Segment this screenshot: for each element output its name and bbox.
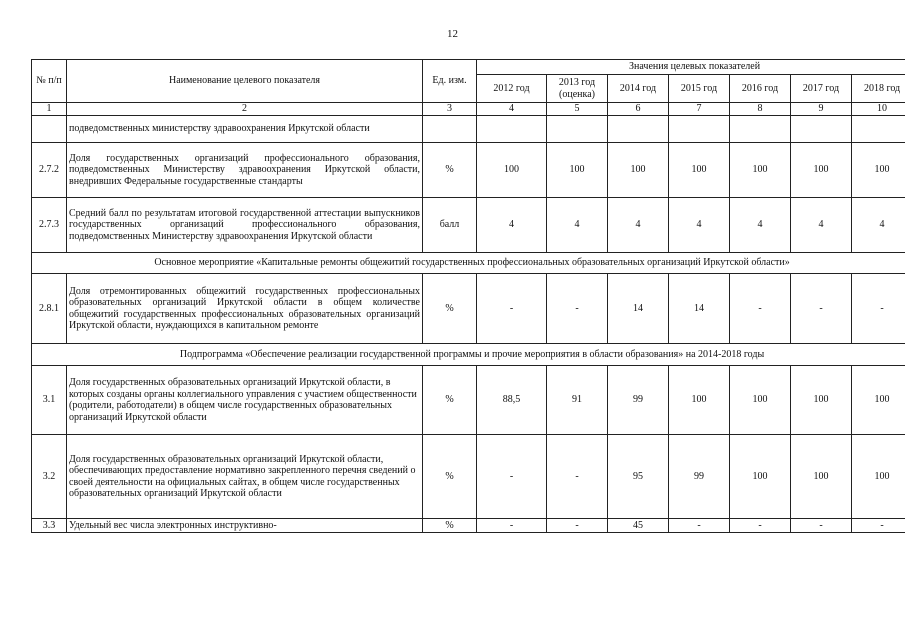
- row-value: 4: [730, 198, 791, 253]
- col-number: 10: [852, 103, 905, 116]
- row-value: 100: [669, 143, 730, 198]
- section-heading: Основное мероприятие «Капитальные ремонты общежитий государственных профессиональных образовательных организаций Иркутской области»: [32, 253, 905, 274]
- row-unit: %: [423, 435, 477, 519]
- table-row: [32, 198, 905, 253]
- page-number: 12: [447, 28, 458, 40]
- row-value: [730, 116, 791, 143]
- header-year: 2016 год: [730, 75, 791, 103]
- row-value: 14: [669, 274, 730, 344]
- row-value: -: [730, 519, 791, 533]
- header-year: 2017 год: [791, 75, 852, 103]
- section-row: [32, 253, 905, 274]
- col-number: 4: [477, 103, 547, 116]
- row-value: 100: [477, 143, 547, 198]
- row-value: -: [477, 435, 547, 519]
- row-name: Удельный вес числа электронных инструктивно-: [67, 519, 423, 533]
- header-name: Наименование целевого показателя: [67, 60, 423, 103]
- row-unit: [423, 116, 477, 143]
- col-number: 7: [669, 103, 730, 116]
- row-value: 100: [730, 366, 791, 435]
- header-year: 2018 год: [852, 75, 905, 103]
- row-num: 2.7.2: [32, 143, 67, 198]
- row-value: 99: [608, 366, 669, 435]
- row-value: -: [791, 519, 852, 533]
- row-value: -: [669, 519, 730, 533]
- row-value: 45: [608, 519, 669, 533]
- col-number: 3: [423, 103, 477, 116]
- row-num: 3.2: [32, 435, 67, 519]
- row-name: Средний балл по результатам итоговой государственной аттестации выпускников государственных организаций профессионального образования, подведомственных Министерству здравоохранения Иркутской области: [67, 198, 423, 253]
- row-value: -: [791, 274, 852, 344]
- header-year: 2015 год: [669, 75, 730, 103]
- header-values-group: Значения целевых показателей: [477, 60, 905, 75]
- row-value: [669, 116, 730, 143]
- row-value: 4: [608, 198, 669, 253]
- row-unit: %: [423, 274, 477, 344]
- header-year: 2012 год: [477, 75, 547, 103]
- row-value: -: [852, 519, 905, 533]
- row-value: 4: [669, 198, 730, 253]
- row-value: -: [547, 435, 608, 519]
- row-value: 100: [730, 143, 791, 198]
- row-num: 2.8.1: [32, 274, 67, 344]
- col-number: 2: [67, 103, 423, 116]
- row-value: 4: [547, 198, 608, 253]
- row-value: 4: [791, 198, 852, 253]
- row-value: -: [477, 519, 547, 533]
- row-value: 100: [730, 435, 791, 519]
- row-num: [32, 116, 67, 143]
- row-value: -: [547, 274, 608, 344]
- target-indicators-table: [31, 59, 905, 533]
- header-year: 2014 год: [608, 75, 669, 103]
- section-heading: Подпрограмма «Обеспечение реализации государственной программы и прочие мероприятия в области образования» на 2014-2018 годы: [32, 344, 905, 366]
- table-row: [32, 274, 905, 344]
- row-value: 100: [852, 435, 905, 519]
- row-name: подведомственных министерству здравоохранения Иркутской области: [67, 116, 423, 143]
- col-number: 1: [32, 103, 67, 116]
- header-unit: Ед. изм.: [423, 60, 477, 103]
- col-number: 5: [547, 103, 608, 116]
- column-number-row: [32, 103, 905, 116]
- row-num: 3.3: [32, 519, 67, 533]
- row-value: [608, 116, 669, 143]
- row-unit: балл: [423, 198, 477, 253]
- row-value: -: [477, 274, 547, 344]
- row-value: 100: [669, 366, 730, 435]
- row-name: Доля отремонтированных общежитий государственных профессиональных образовательных организаций Иркутской области в общем количестве общежитий государственных профессиональных образовательных организаций Иркутской области, нуждающихся в капитальном ремонте: [67, 274, 423, 344]
- table-row: [32, 519, 905, 533]
- row-value: 100: [852, 366, 905, 435]
- row-value: [477, 116, 547, 143]
- table-row: [32, 143, 905, 198]
- col-number: 8: [730, 103, 791, 116]
- row-name: Доля государственных образовательных организаций Иркутской области, в которых созданы органы коллегиального управления с участием общественности (родители, работодатели) в общем числе государственных образовательных организаций Иркутской области: [67, 366, 423, 435]
- row-name: Доля государственных образовательных организаций Иркутской области, обеспечивающих предоставление нормативно закрепленного перечня сведений о своей деятельности на официальных сайтах, в общем числе государственных образовательных организаций Иркутской области: [67, 435, 423, 519]
- row-value: 100: [608, 143, 669, 198]
- row-value: 91: [547, 366, 608, 435]
- row-num: 3.1: [32, 366, 67, 435]
- row-value: 4: [852, 198, 905, 253]
- row-unit: %: [423, 519, 477, 533]
- col-number: 9: [791, 103, 852, 116]
- header-num: № п/п: [32, 60, 67, 103]
- row-value: 99: [669, 435, 730, 519]
- row-value: 100: [791, 366, 852, 435]
- row-value: [547, 116, 608, 143]
- row-value: 100: [547, 143, 608, 198]
- col-number: 6: [608, 103, 669, 116]
- row-value: 100: [791, 435, 852, 519]
- row-value: 88,5: [477, 366, 547, 435]
- section-row: [32, 344, 905, 366]
- table-row: [32, 116, 905, 143]
- table-row: [32, 366, 905, 435]
- row-value: 95: [608, 435, 669, 519]
- row-value: 4: [477, 198, 547, 253]
- row-unit: %: [423, 366, 477, 435]
- row-unit: %: [423, 143, 477, 198]
- row-value: 100: [852, 143, 905, 198]
- row-value: -: [730, 274, 791, 344]
- header-row-1: [32, 60, 905, 75]
- row-value: -: [852, 274, 905, 344]
- row-value: [852, 116, 905, 143]
- header-year: 2013 год (оценка): [547, 75, 608, 103]
- row-num: 2.7.3: [32, 198, 67, 253]
- row-name: Доля государственных организаций профессионального образования, подведомственных Министерству здравоохранения Иркутской области, внедривших Федеральные государственные стандарты: [67, 143, 423, 198]
- row-value: 14: [608, 274, 669, 344]
- row-value: 100: [791, 143, 852, 198]
- row-value: -: [547, 519, 608, 533]
- row-value: [791, 116, 852, 143]
- table-row: [32, 435, 905, 519]
